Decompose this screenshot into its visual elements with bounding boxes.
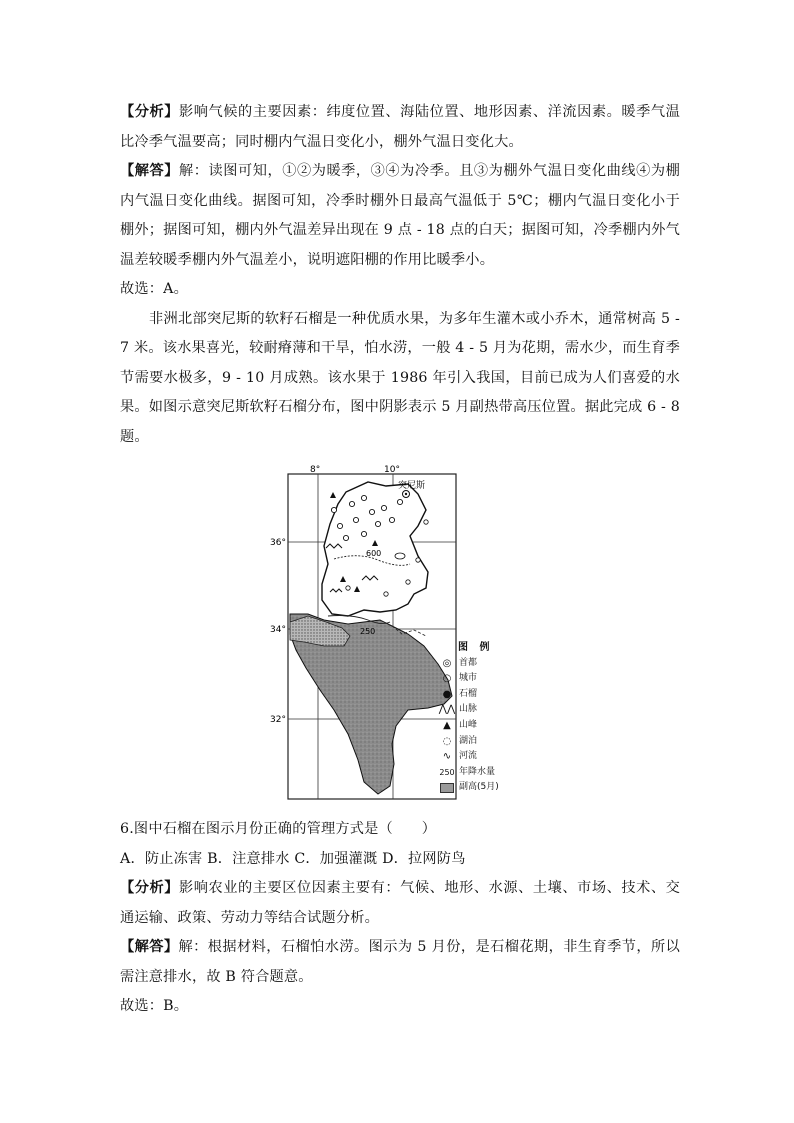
legend-label: 首都	[459, 657, 478, 668]
solution-text: 解：根据材料，石榴怕水涝。图示为 5 月份，是石榴花期，非生育季节，所以需注意排水，故 B 符合题意。	[120, 939, 680, 985]
capital-icon: ◎	[442, 657, 452, 669]
city-icon: ○	[442, 673, 452, 685]
solution-paragraph-1	[120, 157, 680, 275]
country-label: 突尼斯	[398, 481, 426, 491]
answer-line-2: 故选：B。	[120, 998, 189, 1014]
material-intro: 非洲北部突尼斯的软籽石榴是一种优质水果，为多年生灌木或小乔木，通常树高 5 - 7 米。该水果喜光，较耐瘠薄和干旱，怕水涝，一般 4 - 5 月为花期，需水少，而生育季节需要水极多，9 - 10 月成熟。该水果于 1986 年引入我国，目前已成为人们喜爱的水果。如图示意突尼斯软籽石榴分布，图中阴影表示 5 月副热带高压位置。据此完成 6 - 8 题。	[120, 310, 680, 445]
isohyet-label-250: 250	[360, 627, 376, 636]
river-icon: ∿	[442, 751, 452, 763]
document-page	[120, 98, 680, 1022]
analysis-text: 影响农业的主要区位因素主要有：气候、地形、水源、土壤、市场、技术、交通运输、政策、劳动力等结合试题分析。	[120, 880, 680, 926]
lat-label-36: 36°	[270, 538, 286, 548]
legend-row-city	[438, 671, 508, 687]
peak-icon: ▲	[443, 719, 451, 731]
analysis-tag: 【分析】	[120, 880, 179, 896]
high-pressure-icon	[438, 782, 456, 794]
lat-label-34: 34°	[270, 625, 286, 635]
legend-label: 城市	[459, 673, 478, 684]
legend-label: 副高(5月)	[459, 782, 499, 793]
analysis-text: 影响气候的主要因素：纬度位置、海陆位置、地形因素、洋流因素。暖季气温比冷季气温要高；同时棚内气温日变化小，棚外气温日变化大。	[120, 104, 680, 150]
lat-label-32: 32°	[270, 715, 286, 725]
legend-row-mountain	[438, 702, 508, 718]
lake-icon: ◌	[442, 735, 452, 747]
legend-label: 山脉	[459, 704, 478, 715]
question-options: A．防止冻害 B．注意排水 C．加强灌溉 D．拉网防鸟	[120, 850, 466, 867]
lon-label-8: 8°	[310, 465, 321, 475]
tunisia-map-figure	[268, 464, 508, 809]
legend-row-lake	[438, 734, 508, 750]
isohyet-label-600: 600	[366, 549, 382, 558]
mountain-range-icon: ⋀⋀	[438, 704, 456, 716]
question-stem: 6.图中石榴在图示月份正确的管理方式是（ ）	[120, 821, 437, 837]
analysis-tag: 【分析】	[120, 104, 179, 120]
legend-row-high	[438, 780, 508, 796]
legend-title: 图 例	[458, 642, 494, 653]
solution-paragraph-2	[120, 933, 680, 992]
legend-label: 山峰	[459, 719, 478, 730]
legend-label: 湖泊	[459, 735, 478, 746]
analysis-paragraph-2	[120, 874, 680, 933]
lake-marker	[395, 553, 405, 559]
legend-label: 年降水量	[459, 766, 496, 777]
analysis-paragraph-1	[120, 98, 680, 157]
solution-tag: 【解答】	[120, 939, 179, 955]
map-legend	[438, 640, 508, 796]
legend-label: 石榴	[459, 688, 478, 699]
pomegranate-icon: ●	[442, 688, 452, 700]
lon-label-10: 10°	[384, 465, 400, 475]
solution-tag: 【解答】	[120, 163, 179, 179]
legend-row-capital	[438, 656, 508, 672]
legend-row-isohyet	[438, 765, 508, 781]
legend-row-peak	[438, 718, 508, 734]
solution-text: 解：读图可知，①②为暖季，③④为冷季。且③为棚外气温日变化曲线④为棚内气温日变化曲线。据图可知，冷季时棚外日最高气温低于 5℃；棚内气温日变化小于棚外；据图可知，棚内外气温差异出现在 9 点 - 18 点的白天；据图可知，冷季棚内外气温差较暖季棚内外气温差小，说明遮阳棚的作用比暖季小。	[120, 163, 680, 268]
isohyet-icon: 250	[439, 767, 455, 777]
answer-line-1: 故选：A。	[120, 281, 188, 297]
legend-label: 河流	[459, 751, 478, 762]
legend-row-river	[438, 749, 508, 765]
legend-row-pomegranate	[438, 687, 508, 703]
